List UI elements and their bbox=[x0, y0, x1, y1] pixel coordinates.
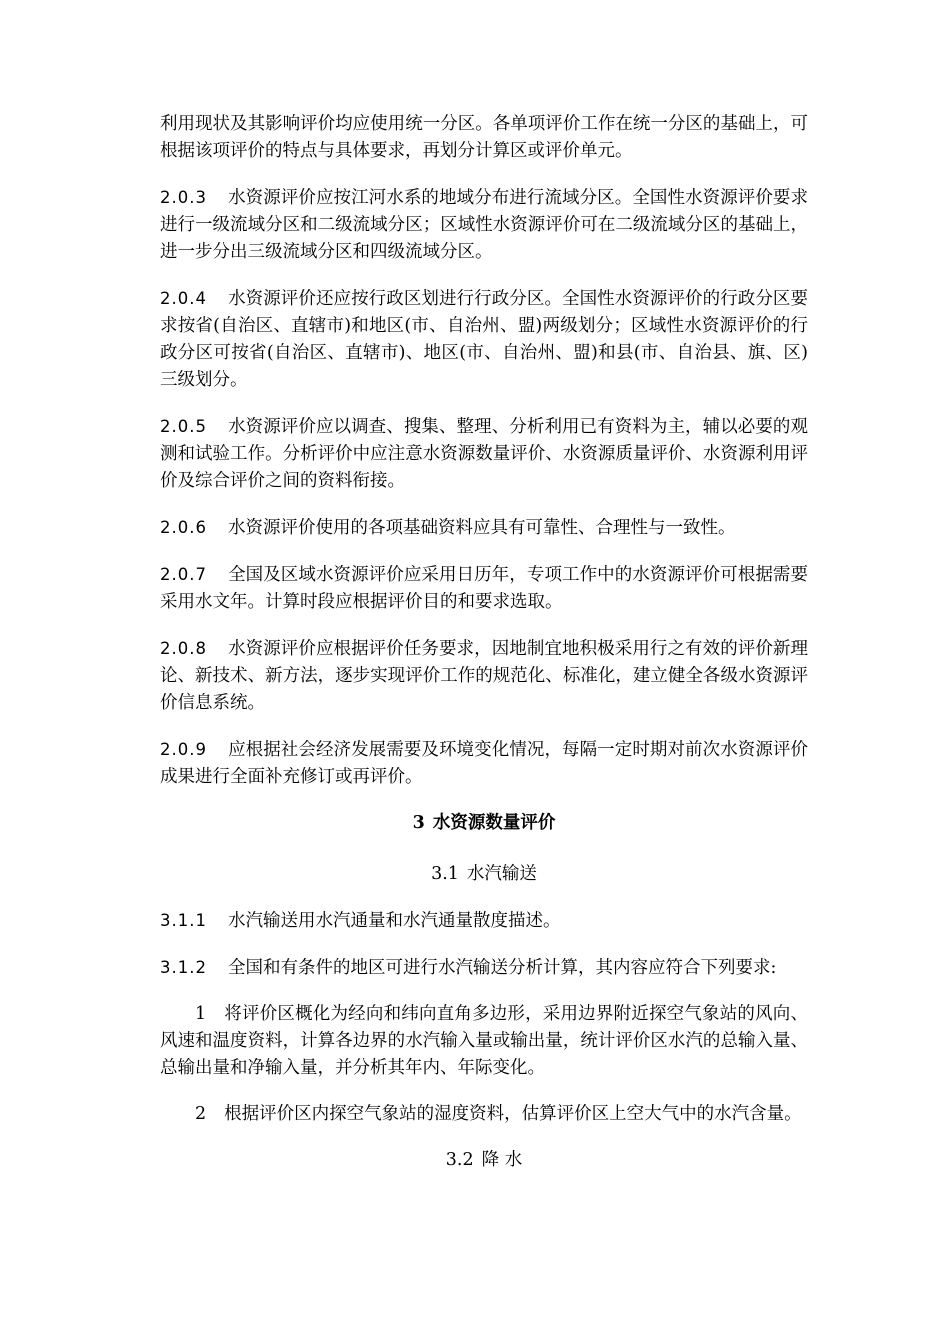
clause-2-0-6 bbox=[160, 514, 808, 542]
chapter-heading bbox=[160, 810, 808, 837]
clause-text: 全国及区域水资源评价应采用日历年，专项工作中的水资源评价可根据需要采用水文年。计算时段应根据评价目的和要求选取。 bbox=[160, 565, 808, 612]
clause-2-0-5 bbox=[160, 413, 808, 495]
clause-number: 2.0.5 bbox=[160, 417, 207, 436]
section-title: 降 水 bbox=[481, 1150, 523, 1170]
chapter-number: 3 bbox=[412, 813, 425, 833]
section-heading-3-2 bbox=[160, 1147, 808, 1174]
chapter-title: 水资源数量评价 bbox=[432, 813, 556, 833]
clause-text: 水资源评价应根据评价任务要求，因地制宜地积极采用行之有效的评价新理论、新技术、新方法，逐步实现评价工作的规范化、标准化，建立健全各级水资源评价信息系统。 bbox=[160, 639, 808, 713]
clause-number: 3.1.2 bbox=[160, 958, 207, 977]
clause-2-0-3 bbox=[160, 184, 808, 266]
clause-text: 水资源评价还应按行政区划进行行政分区。全国性水资源评价的行政分区要求按省(自治区、直辖市)和地区(市、自治州、盟)两级划分；区域性水资源评价的行政分区可按省(自治区、直辖市)、地区(市、自治州、盟)和县(市、自治县、旗、区)三级划分。 bbox=[160, 289, 808, 390]
clause-number: 2.0.6 bbox=[160, 518, 207, 537]
clause-text: 全国和有条件的地区可进行水汽输送分析计算，其内容应符合下列要求: bbox=[228, 958, 777, 978]
clause-2-0-9 bbox=[160, 736, 808, 791]
section-heading-3-1 bbox=[160, 861, 808, 888]
item-text: 将评价区概化为经向和纬向直角多边形，采用边界附近探空气象站的风向、风速和温度资料，计算各边界的水汽输入量或输出量，统计评价区水汽的总输入量、总输出量和净输入量，并分析其年内、年际变化。 bbox=[160, 1004, 808, 1078]
clause-text: 应根据社会经济发展需要及环境变化情况，每隔一定时期对前次水资源评价成果进行全面补充修订或再评价。 bbox=[160, 740, 808, 787]
section-number: 3.1 bbox=[431, 864, 459, 884]
item-text: 根据评价区内探空气象站的湿度资料，估算评价区上空大气中的水汽含量。 bbox=[224, 1104, 802, 1124]
clause-3-1-2 bbox=[160, 954, 808, 982]
clause-text: 水汽输送用水汽通量和水汽通量散度描述。 bbox=[228, 911, 561, 931]
list-item-1 bbox=[160, 1001, 808, 1082]
section-number: 3.2 bbox=[445, 1150, 474, 1170]
clause-2-0-4 bbox=[160, 285, 808, 394]
clause-number: 2.0.9 bbox=[160, 740, 207, 759]
clause-3-1-1 bbox=[160, 907, 808, 935]
clause-text: 水资源评价使用的各项基础资料应具有可靠性、合理性与一致性。 bbox=[228, 518, 736, 538]
section-title: 水汽输送 bbox=[466, 864, 537, 884]
clause-2-0-8 bbox=[160, 635, 808, 717]
clause-text: 水资源评价应按江河水系的地域分布进行流域分区。全国性水资源评价要求进行一级流域分区和二级流域分区；区域性水资源评价可在二级流域分区的基础上，进一步分出三级流域分区和四级流域分区。 bbox=[160, 188, 808, 262]
document-page bbox=[160, 111, 808, 1193]
clause-text: 水资源评价应以调查、搜集、整理、分析利用已有资料为主，辅以必要的观测和试验工作。分析评价中应注意水资源数量评价、水资源质量评价、水资源利用评价及综合评价之间的资料衔接。 bbox=[160, 417, 808, 491]
clause-number: 2.0.8 bbox=[160, 639, 207, 658]
item-number: 1 bbox=[195, 1004, 207, 1024]
list-item-2 bbox=[160, 1101, 808, 1128]
clause-number: 2.0.3 bbox=[160, 188, 207, 207]
item-number: 2 bbox=[195, 1104, 207, 1124]
clause-number: 2.0.7 bbox=[160, 565, 207, 584]
intro-paragraph: 利用现状及其影响评价均应使用统一分区。各单项评价工作在统一分区的基础上，可根据该项评价的特点与具体要求，再划分计算区或评价单元。 bbox=[160, 114, 808, 161]
clause-2-0-7 bbox=[160, 561, 808, 616]
clause-number: 3.1.1 bbox=[160, 911, 207, 930]
clause-number: 2.0.4 bbox=[160, 289, 207, 308]
